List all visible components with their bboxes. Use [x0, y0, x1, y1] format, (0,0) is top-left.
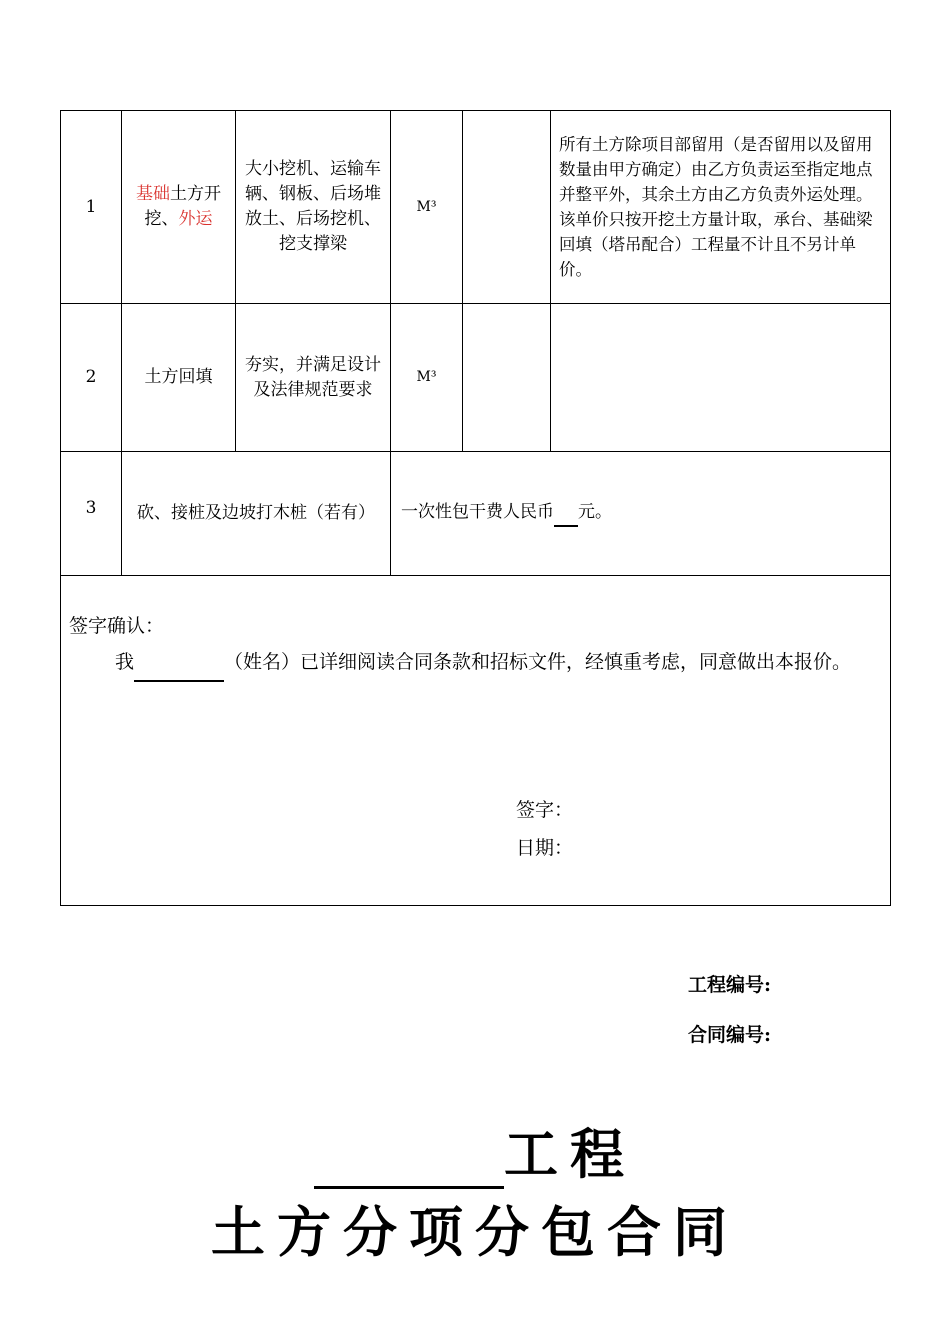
project-title	[0, 1112, 950, 1189]
lump-sum	[391, 452, 891, 576]
unit-price	[463, 111, 551, 304]
table-row	[61, 304, 891, 452]
table-row	[61, 111, 891, 304]
unit: M³	[391, 304, 463, 452]
sign-label: 签字：	[516, 799, 574, 821]
project-name-blank	[314, 1123, 504, 1189]
signature-heading: 签字确认：	[69, 615, 165, 637]
lump-sum-label: 一次性包干费人民币	[401, 502, 554, 522]
lump-sum-unit: 元。	[578, 502, 612, 522]
signature-statement	[69, 644, 882, 682]
row-number-text: 3	[85, 498, 97, 518]
row-number: 2	[61, 304, 122, 452]
project-number-label: 工程编号:	[688, 974, 772, 996]
quotation-table	[60, 110, 891, 906]
item-name	[122, 111, 236, 304]
work-content: 夯实，并满足设计及法律规范要求	[236, 304, 391, 452]
signature-section	[61, 576, 891, 906]
row-number	[61, 452, 122, 576]
item-name: 土方回填	[122, 304, 236, 452]
item-highlight: 外运	[178, 209, 213, 229]
title-suffix: 工程	[504, 1123, 636, 1186]
item-name: 砍、接桩及边坡打木桩（若有）	[122, 452, 391, 576]
remarks: 所有土方除项目部留用（是否留用以及留用数量由甲方确定）由乙方负责运至指定地点并整平外，其余土方由乙方负责外运处理。该单价只按开挖土方量计取，承台、基础梁回填（塔吊配合）工程量不计且不另计单价。	[551, 111, 891, 304]
statement-prefix: 我	[115, 651, 135, 673]
row-number: 1	[61, 111, 122, 304]
table-row	[61, 452, 891, 576]
work-content: 大小挖机、运输车辆、钢板、后场堆放土、后场挖机、挖支撑梁	[236, 111, 391, 304]
statement-body: （姓名）已详细阅读合同条款和招标文件，经慎重考虑，同意做出本报价。	[224, 651, 852, 673]
amount-blank	[554, 500, 578, 527]
item-text: 土方开挖、	[144, 184, 221, 229]
contract-title: 土方分项分包合同	[211, 1201, 739, 1264]
unit-price	[463, 304, 551, 452]
date-label: 日期：	[516, 837, 574, 859]
item-highlight: 基础	[136, 184, 170, 204]
unit: M³	[391, 111, 463, 304]
signature-row	[61, 576, 891, 906]
remarks	[551, 304, 891, 452]
name-blank	[134, 644, 224, 682]
contract-number-label: 合同编号:	[688, 1024, 772, 1046]
